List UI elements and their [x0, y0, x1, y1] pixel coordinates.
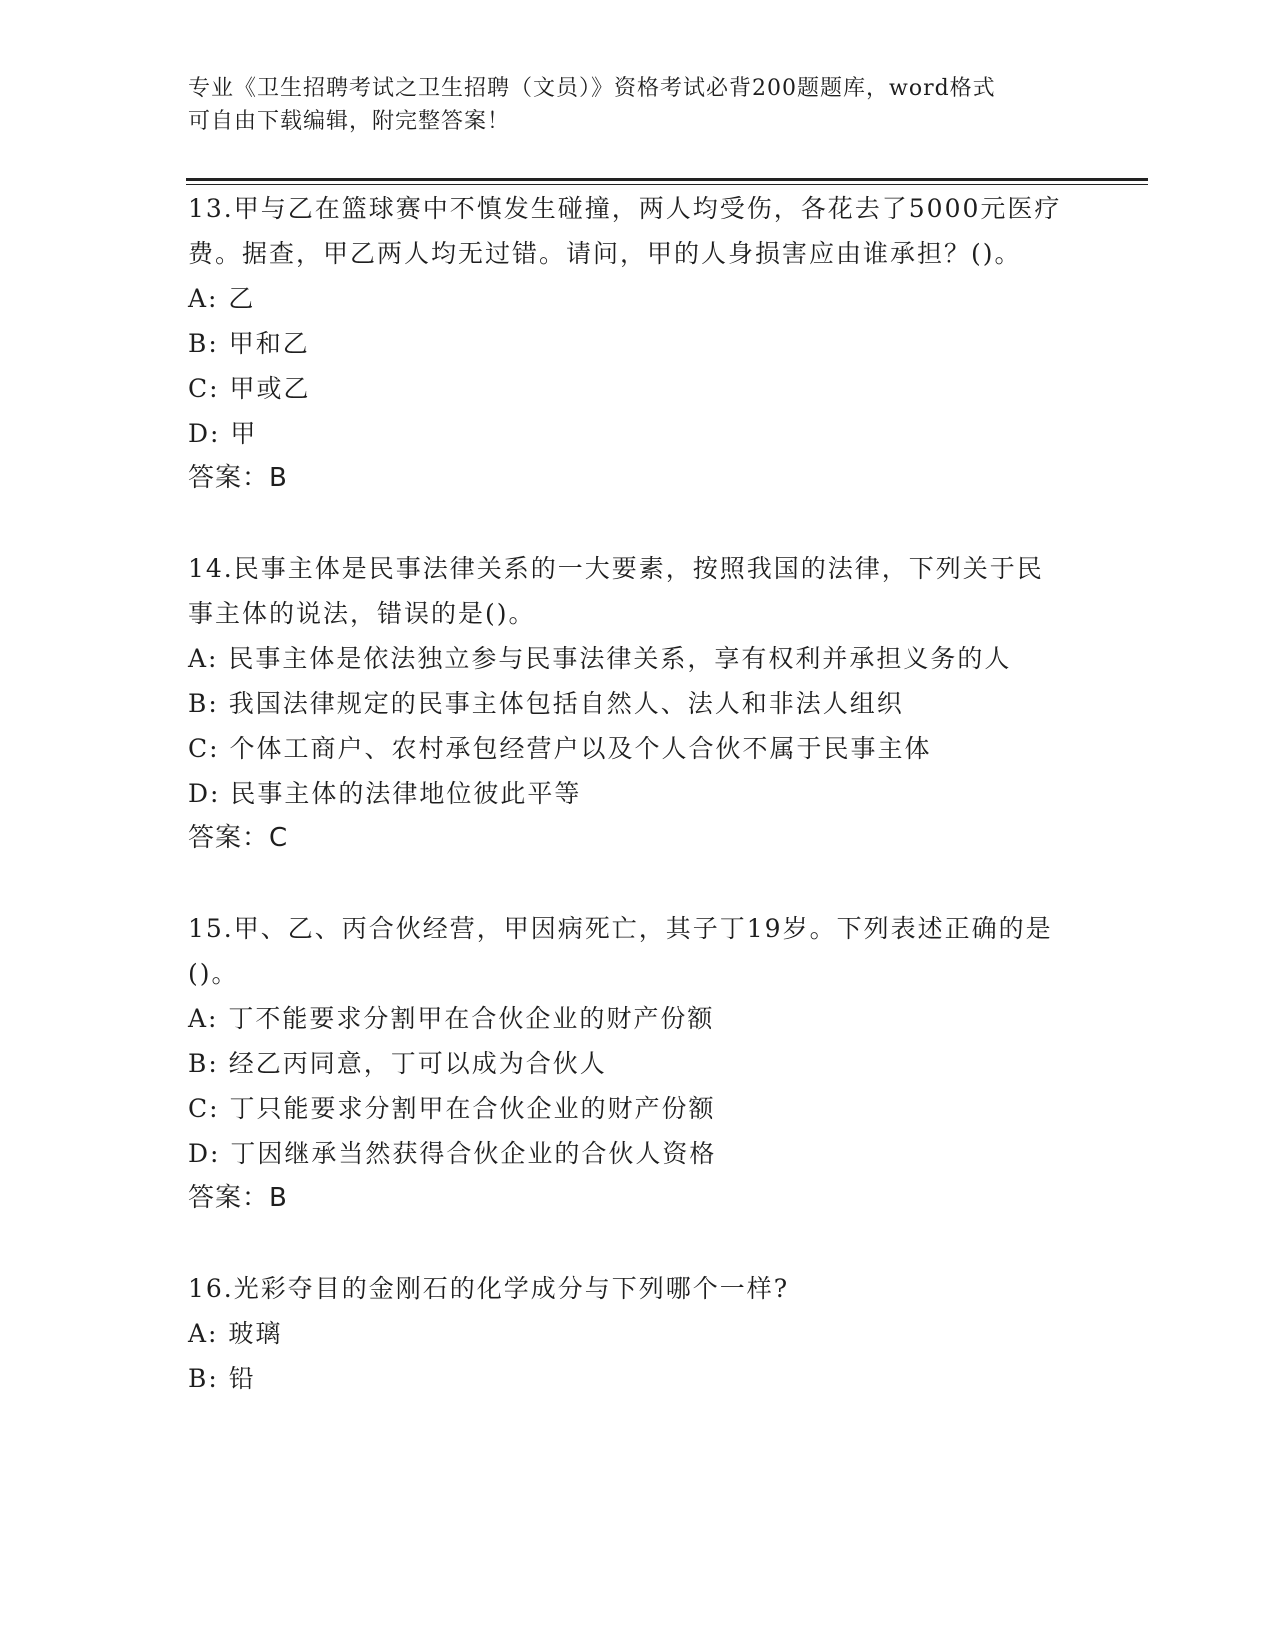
document-header: [188, 72, 1088, 138]
option-d: D: 丁因继承当然获得合伙企业的合伙人资格: [188, 1139, 717, 1168]
answer-line: [188, 1176, 1128, 1221]
option-a: A: 民事主体是依法独立参与民事法律关系，享有权利并承担义务的人: [188, 644, 1012, 673]
header-divider-thick: [186, 178, 1148, 181]
question-stem: 16.光彩夺目的金刚石的化学成分与下列哪个一样?: [188, 1274, 790, 1303]
option-b: B: 经乙丙同意，丁可以成为合伙人: [188, 1049, 607, 1078]
option-a: A: 乙: [188, 284, 256, 313]
answer-label: 答案：: [188, 463, 270, 493]
question-stem: 13.甲与乙在篮球赛中不慎发生碰撞，两人均受伤，各花去了5000元医疗费。据查，甲乙两人均无过错。请问，甲的人身损害应由谁承担？()。: [188, 194, 1062, 268]
option-b: B: 我国法律规定的民事主体包括自然人、法人和非法人组织: [188, 689, 904, 718]
option-c: C: 丁只能要求分割甲在合伙企业的财产份额: [188, 1094, 716, 1123]
answer-value: B: [269, 1183, 288, 1213]
option-c: C: 甲或乙: [188, 374, 311, 403]
option-b: B: 甲和乙: [188, 329, 310, 358]
header-title-line-1: 专业《卫生招聘考试之卫生招聘（文员）》资格考试必背200题题库，word格式: [188, 76, 996, 101]
answer-line: [188, 456, 1128, 501]
question-stem: 15.甲、乙、丙合伙经营，甲因病死亡，其子丁19岁。下列表述正确的是()。: [188, 914, 1053, 988]
option-d: D: 甲: [188, 419, 258, 448]
option-a: A: 丁不能要求分割甲在合伙企业的财产份额: [188, 1004, 715, 1033]
header-title-line-2: 可自由下载编辑，附完整答案！: [188, 109, 511, 134]
option-d: D: 民事主体的法律地位彼此平等: [188, 779, 582, 808]
option-a: A: 玻璃: [188, 1319, 283, 1348]
option-c: C: 个体工商户、农村承包经营户以及个人合伙不属于民事主体: [188, 734, 932, 763]
header-divider-thin: [186, 184, 1148, 185]
question-stem: 14.民事主体是民事法律关系的一大要素，按照我国的法律，下列关于民事主体的说法，错误的是()。: [188, 554, 1044, 628]
answer-value: B: [269, 463, 288, 493]
question-16: [188, 1266, 1128, 1401]
answer-value: C: [269, 823, 289, 853]
question-list: [188, 186, 1128, 1401]
answer-label: 答案：: [188, 823, 270, 853]
option-b: B: 铅: [188, 1364, 256, 1393]
answer-line: [188, 816, 1128, 861]
answer-label: 答案：: [188, 1183, 270, 1213]
question-14: [188, 546, 1128, 861]
question-15: [188, 906, 1128, 1221]
question-13: [188, 186, 1128, 501]
